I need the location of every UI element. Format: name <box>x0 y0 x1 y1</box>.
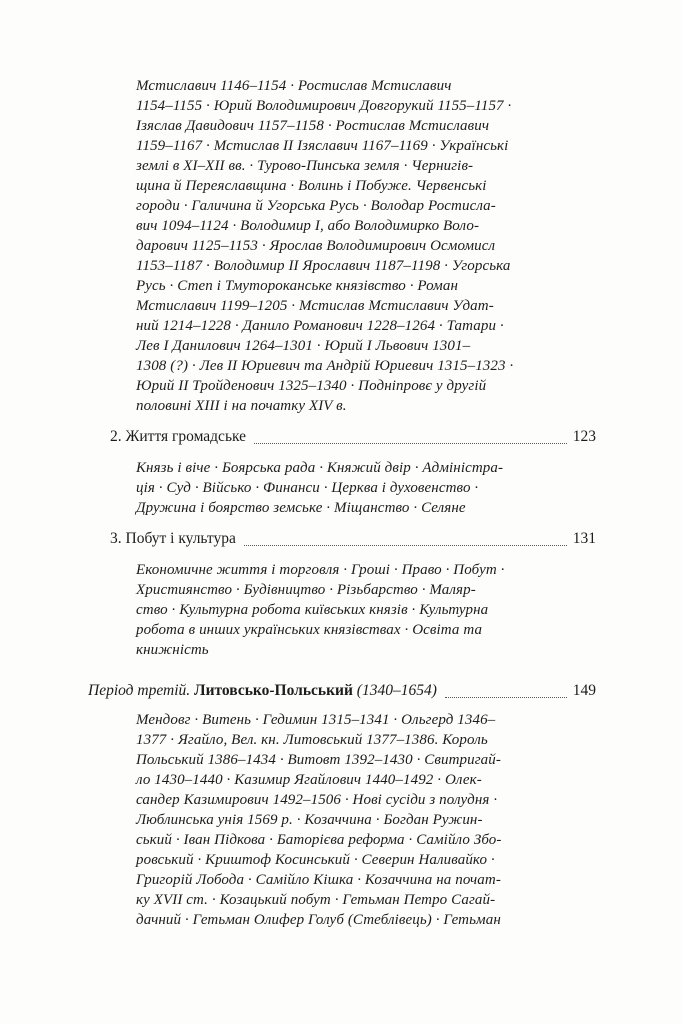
toc-description-line: Григорій Лобода · Самійло Кішка · Козаччина на почат- <box>136 872 501 888</box>
toc-period-prefix: Період третій. <box>88 682 195 699</box>
toc-description-line: ло 1430–1440 · Казимир Ягайлович 1440–1492 · Олек- <box>136 772 482 788</box>
toc-description <box>88 710 596 930</box>
dotted-leader <box>244 545 567 546</box>
toc-description <box>88 560 596 660</box>
toc-entry[interactable] <box>88 427 596 447</box>
toc-entry-label: 3. Побут і культура <box>110 530 236 547</box>
toc-description-line: Мстиславич 1146–1154 · Ростислав Мстиславич <box>136 78 452 94</box>
toc-description-line: землі в XI–XII вв. · Турово-Пинська земля · Чернигів- <box>136 158 474 174</box>
toc-description-line: Ізяслав Давидович 1157–1158 · Ростислав Мстиславич <box>136 118 490 134</box>
toc-description-line: половині XIII і на початку XIV в. <box>136 398 347 414</box>
toc-description-line: Економичне життя і торговля · Гроші · Право · Побут · <box>136 562 505 578</box>
table-of-contents <box>88 76 596 939</box>
dotted-leader <box>445 697 567 698</box>
toc-description <box>88 458 596 518</box>
toc-description-line: ство · Культурна робота київських князів · Культурна <box>136 602 489 618</box>
toc-description-line: сандер Казимирович 1492–1506 · Нові сусіди з полудня · <box>136 792 498 808</box>
toc-description-line: 1308 (?) · Лев II Юриевич та Андрій Юриевич 1315–1323 · <box>136 358 514 374</box>
toc-description-line: Лев I Данилович 1264–1301 · Юрий I Львович 1301– <box>136 338 471 354</box>
toc-entry[interactable] <box>88 529 596 549</box>
toc-period-entry[interactable] <box>88 680 596 701</box>
toc-description-line: Польський 1386–1434 · Витовт 1392–1430 · Свитригай- <box>136 752 501 768</box>
toc-description-line: ку XVII ст. · Козацький побут · Гетьман Петро Сагай- <box>136 892 496 908</box>
toc-description-line: дачний · Гетьман Олифер Голуб (Стеблівець) · Гетьман <box>136 912 501 928</box>
toc-description-line: 1159–1167 · Мстислав II Ізяславич 1167–1169 · Українські <box>136 138 509 154</box>
toc-description-line: ція · Суд · Військо · Финанси · Церква і духовенство · <box>136 480 479 496</box>
toc-description-line: ський · Іван Підкова · Баторієва реформа · Самійло Збо- <box>136 832 502 848</box>
toc-description-line: ний 1214–1228 · Данило Романович 1228–1264 · Татари · <box>136 318 504 334</box>
toc-description-line: городи · Галичина й Угорська Русь · Володар Ростисла- <box>136 198 496 214</box>
toc-description-line: 1153–1187 · Володимир II Ярославич 1187–1198 · Угорська <box>136 258 511 274</box>
toc-description-line: 1154–1155 · Юрий Володимирович Довгорукий 1155–1157 · <box>136 98 512 114</box>
toc-period-dates: (1340–1654) <box>352 682 437 699</box>
toc-page-number: 123 <box>572 428 596 445</box>
toc-description-line: ровський · Криштоф Косинський · Северин Наливайко · <box>136 852 495 868</box>
toc-entry-label: 2. Життя громадське <box>110 428 247 445</box>
toc-description-line: Християнство · Будівництво · Різьбарство · Маляр- <box>136 582 476 598</box>
toc-description-line: 1377 · Ягайло, Вел. кн. Литовський 1377–1386. Король <box>136 732 488 748</box>
toc-description-line: Люблинська унія 1569 р. · Козаччина · Богдан Ружин- <box>136 812 483 828</box>
toc-description-line: Юрий II Тройденович 1325–1340 · Подніпровє у другій <box>136 378 487 394</box>
toc-description-line: Мендовг · Витень · Гедимин 1315–1341 · Ольгерд 1346– <box>136 712 496 728</box>
toc-period-title: Литовсько-Польський <box>194 682 353 699</box>
toc-page-number: 131 <box>572 530 596 547</box>
toc-description <box>88 76 596 416</box>
dotted-leader <box>254 443 567 444</box>
toc-description-line: Мстиславич 1199–1205 · Мстислав Мстиславич Удат- <box>136 298 494 314</box>
toc-page-number: 149 <box>572 682 596 699</box>
toc-description-line: Русь · Степ і Тмутороканське князівство · Роман <box>136 278 458 294</box>
toc-description-line: Дружина і боярство земське · Міщанство · Селяне <box>136 500 466 516</box>
toc-description-line: робота в инших українських князівствах · Освіта та <box>136 622 483 638</box>
toc-description-line: книжність <box>136 642 209 658</box>
toc-description-line: вич 1094–1124 · Володимир I, або Володимирко Воло- <box>136 218 480 234</box>
toc-description-line: щина й Переяславщина · Волинь і Побуже. Червенські <box>136 178 487 194</box>
toc-description-line: Князь і віче · Боярська рада · Княжий двір · Адміністра- <box>136 460 504 476</box>
toc-description-line: дарович 1125–1153 · Ярослав Володимирович Осмомисл <box>136 238 496 254</box>
